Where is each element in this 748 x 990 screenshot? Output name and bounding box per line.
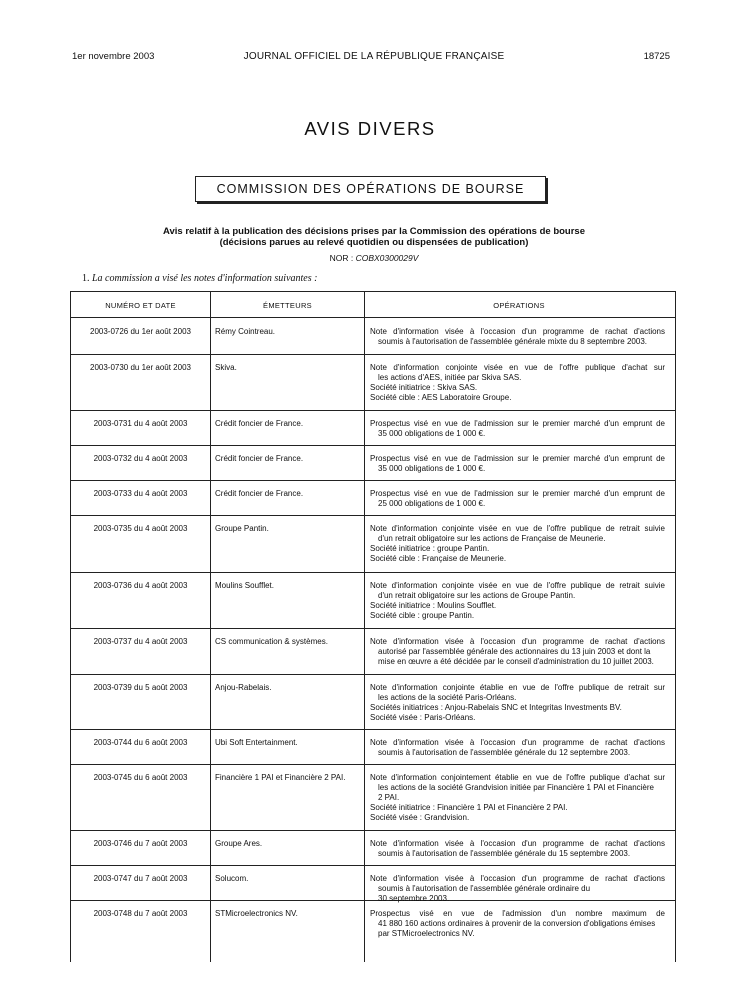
operations-line: Note d'information visée à l'occasion d'un programme de rachat d'actions — [370, 738, 665, 747]
operations-line: Société initiatrice : Moulins Soufflet. — [370, 601, 497, 610]
cell-emetteur: Ubi Soft Entertainment. — [215, 738, 298, 747]
cell-numero-date: 2003-0745 du 6 août 2003 — [93, 773, 188, 782]
operations-line: Prospectus visé en vue de l'admission sur le premier marché d'un emprunt de — [370, 489, 665, 498]
operations-line: Société initiatrice : Skiva SAS. — [370, 383, 478, 392]
operations-line: Société visée : Grandvision. — [370, 813, 470, 822]
operations-line: 25 000 obligations de 1 000 €. — [378, 499, 486, 508]
cell-operations — [370, 419, 665, 439]
cell-numero-date: 2003-0744 du 6 août 2003 — [93, 738, 188, 747]
column-header-emetteurs: ÉMETTEURS — [263, 301, 312, 310]
cell-operations — [370, 581, 665, 621]
cell-operations — [370, 363, 665, 403]
column-header-numero: NUMÉRO ET DATE — [105, 301, 176, 310]
intro-number: 1. — [82, 273, 90, 284]
operations-line: Note d'information conjointe visée en vue de l'offre publique d'achat sur — [370, 363, 665, 372]
cell-numero-date: 2003-0735 du 4 août 2003 — [93, 524, 188, 533]
cell-numero-date: 2003-0726 du 1er août 2003 — [90, 327, 191, 336]
operations-line: d'un retrait obligatoire sur les actions de Groupe Pantin. — [378, 591, 576, 600]
table-row — [71, 764, 675, 831]
operations-line: 2 PAI. — [378, 793, 400, 802]
operations-line: mise en œuvre a été décidée par le conseil d'administration du 10 juillet 2003. — [378, 657, 654, 666]
cell-numero-date: 2003-0731 du 4 août 2003 — [93, 419, 188, 428]
header-journal-title: JOURNAL OFFICIEL DE LA RÉPUBLIQUE FRANÇAISE — [243, 51, 505, 62]
operations-line: Société cible : Française de Meunerie. — [370, 554, 507, 563]
operations-line: soumis à l'autorisation de l'assemblée générale du 15 septembre 2003. — [378, 849, 631, 858]
cell-emetteur: Groupe Ares. — [215, 839, 263, 848]
table-row — [71, 318, 675, 355]
operations-line: soumis à l'autorisation de l'assemblée générale du 12 septembre 2003. — [378, 748, 631, 757]
operations-line: Note d'information visée à l'occasion d'un programme de rachat d'actions — [370, 637, 665, 646]
cell-emetteur: STMicroelectronics NV. — [215, 909, 298, 918]
operations-line: d'un retrait obligatoire sur les actions de Française de Meunerie. — [378, 534, 606, 543]
cell-numero-date: 2003-0733 du 4 août 2003 — [93, 489, 188, 498]
nor-code: COBX0300029V — [355, 253, 419, 263]
cell-emetteur: Groupe Pantin. — [215, 524, 269, 533]
cell-emetteur: Rémy Cointreau. — [215, 327, 276, 336]
operations-line: autorisé par l'assemblée générale des actionnaires du 13 juin 2003 et dont la — [378, 647, 651, 656]
operations-line: Note d'information conjointe visée en vue de l'offre publique de retrait suivie — [370, 581, 665, 590]
cell-emetteur: Crédit foncier de France. — [215, 489, 304, 498]
table-row — [71, 480, 675, 516]
cell-emetteur: CS communication & systèmes. — [215, 637, 328, 646]
nor-label: NOR : — [329, 253, 354, 263]
cell-operations — [370, 909, 665, 939]
decisions-table — [70, 291, 676, 962]
cell-operations — [370, 327, 665, 347]
table-row — [71, 674, 675, 730]
table-row — [71, 354, 675, 411]
table-row — [71, 445, 675, 481]
cell-operations — [370, 489, 665, 509]
cell-numero-date: 2003-0746 du 7 août 2003 — [93, 839, 188, 848]
commission-heading: COMMISSION DES OPÉRATIONS DE BOURSE — [195, 176, 546, 202]
table-row — [71, 865, 675, 901]
cell-emetteur: Crédit foncier de France. — [215, 454, 304, 463]
table-row — [71, 900, 675, 962]
nor-reference — [0, 253, 748, 263]
operations-line: Société initiatrice : groupe Pantin. — [370, 544, 490, 553]
intro-paragraph — [82, 273, 317, 284]
cell-numero-date: 2003-0730 du 1er août 2003 — [90, 363, 191, 372]
avis-title-line-2: (décisions parues au relevé quotidien ou dispensées de publication) — [219, 236, 529, 248]
cell-operations — [370, 738, 665, 758]
table-row — [71, 628, 675, 675]
header-date: 1er novembre 2003 — [72, 51, 155, 62]
cell-operations — [370, 773, 665, 823]
operations-line: Note d'information conjointement établie en vue de l'offre publique d'achat sur — [370, 773, 665, 782]
operations-line: les actions de la société Paris-Orléans. — [378, 693, 517, 702]
cell-emetteur: Skiva. — [215, 363, 237, 372]
avis-title-line-1: Avis relatif à la publication des décisions prises par la Commission des opérations de bourse — [163, 226, 585, 237]
operations-line: Note d'information visée à l'occasion d'un programme de rachat d'actions — [370, 839, 665, 848]
operations-line: Note d'information conjointe visée en vue de l'offre publique de retrait suivie — [370, 524, 665, 533]
operations-line: Société initiatrice : Financière 1 PAI et Financière 2 PAI. — [370, 803, 568, 812]
operations-line: Prospectus visé en vue de l'admission d'un nombre maximum de — [370, 909, 665, 918]
cell-emetteur: Solucom. — [215, 874, 249, 883]
table-row — [71, 830, 675, 866]
operations-line: les actions de la société Grandvision initiée par Financière 1 PAI et Financière — [378, 783, 654, 792]
cell-emetteur: Financière 1 PAI et Financière 2 PAI. — [215, 773, 346, 782]
table-row — [71, 515, 675, 573]
operations-line: les actions d'AES, initiée par Skiva SAS. — [378, 373, 522, 382]
operations-line: Prospectus visé en vue de l'admission sur le premier marché d'un emprunt de — [370, 419, 665, 428]
cell-operations — [370, 524, 665, 564]
operations-line: Note d'information visée à l'occasion d'un programme de rachat d'actions — [370, 874, 665, 883]
cell-operations — [370, 683, 665, 723]
operations-line: Société visée : Paris-Orléans. — [370, 713, 476, 722]
operations-line: 30 septembre 2003. — [378, 894, 450, 903]
operations-line: Note d'information conjointe établie en vue de l'offre publique de retrait sur — [370, 683, 665, 692]
section-title: AVIS DIVERS — [304, 118, 436, 139]
table-row — [71, 572, 675, 629]
cell-operations — [370, 454, 665, 474]
header-page-number: 18725 — [643, 51, 670, 62]
operations-line: Prospectus visé en vue de l'admission sur le premier marché d'un emprunt de — [370, 454, 665, 463]
operations-line: 35 000 obligations de 1 000 €. — [378, 429, 486, 438]
table-row — [71, 410, 675, 446]
table-row — [71, 729, 675, 765]
operations-line: soumis à l'autorisation de l'assemblée générale mixte du 8 septembre 2003. — [378, 337, 647, 346]
operations-line: Société cible : groupe Pantin. — [370, 611, 475, 620]
table-header-row — [71, 292, 675, 318]
cell-emetteur: Anjou-Rabelais. — [215, 683, 272, 692]
cell-emetteur: Moulins Soufflet. — [215, 581, 274, 590]
operations-line: par STMicroelectronics NV. — [378, 929, 475, 938]
cell-operations — [370, 839, 665, 859]
operations-line: 41 880 160 actions ordinaires à provenir de la conversion d'obligations émises — [378, 919, 656, 928]
cell-numero-date: 2003-0739 du 5 août 2003 — [93, 683, 188, 692]
operations-line: soumis à l'autorisation de l'assemblée générale ordinaire du — [378, 884, 591, 893]
cell-numero-date: 2003-0737 du 4 août 2003 — [93, 637, 188, 646]
cell-emetteur: Crédit foncier de France. — [215, 419, 304, 428]
cell-numero-date: 2003-0747 du 7 août 2003 — [93, 874, 188, 883]
cell-operations — [370, 637, 665, 667]
operations-line: 35 000 obligations de 1 000 €. — [378, 464, 486, 473]
avis-title — [0, 227, 748, 248]
cell-numero-date: 2003-0732 du 4 août 2003 — [93, 454, 188, 463]
cell-numero-date: 2003-0736 du 4 août 2003 — [93, 581, 188, 590]
cell-numero-date: 2003-0748 du 7 août 2003 — [93, 909, 188, 918]
operations-line: Société cible : AES Laboratoire Groupe. — [370, 393, 512, 402]
column-header-operations: OPÉRATIONS — [493, 301, 545, 310]
operations-line: Sociétés initiatrices : Anjou-Rabelais SNC et Integritas Investments BV. — [370, 703, 622, 712]
intro-text: La commission a visé les notes d'information suivantes : — [92, 273, 318, 284]
operations-line: Note d'information visée à l'occasion d'un programme de rachat d'actions — [370, 327, 665, 336]
